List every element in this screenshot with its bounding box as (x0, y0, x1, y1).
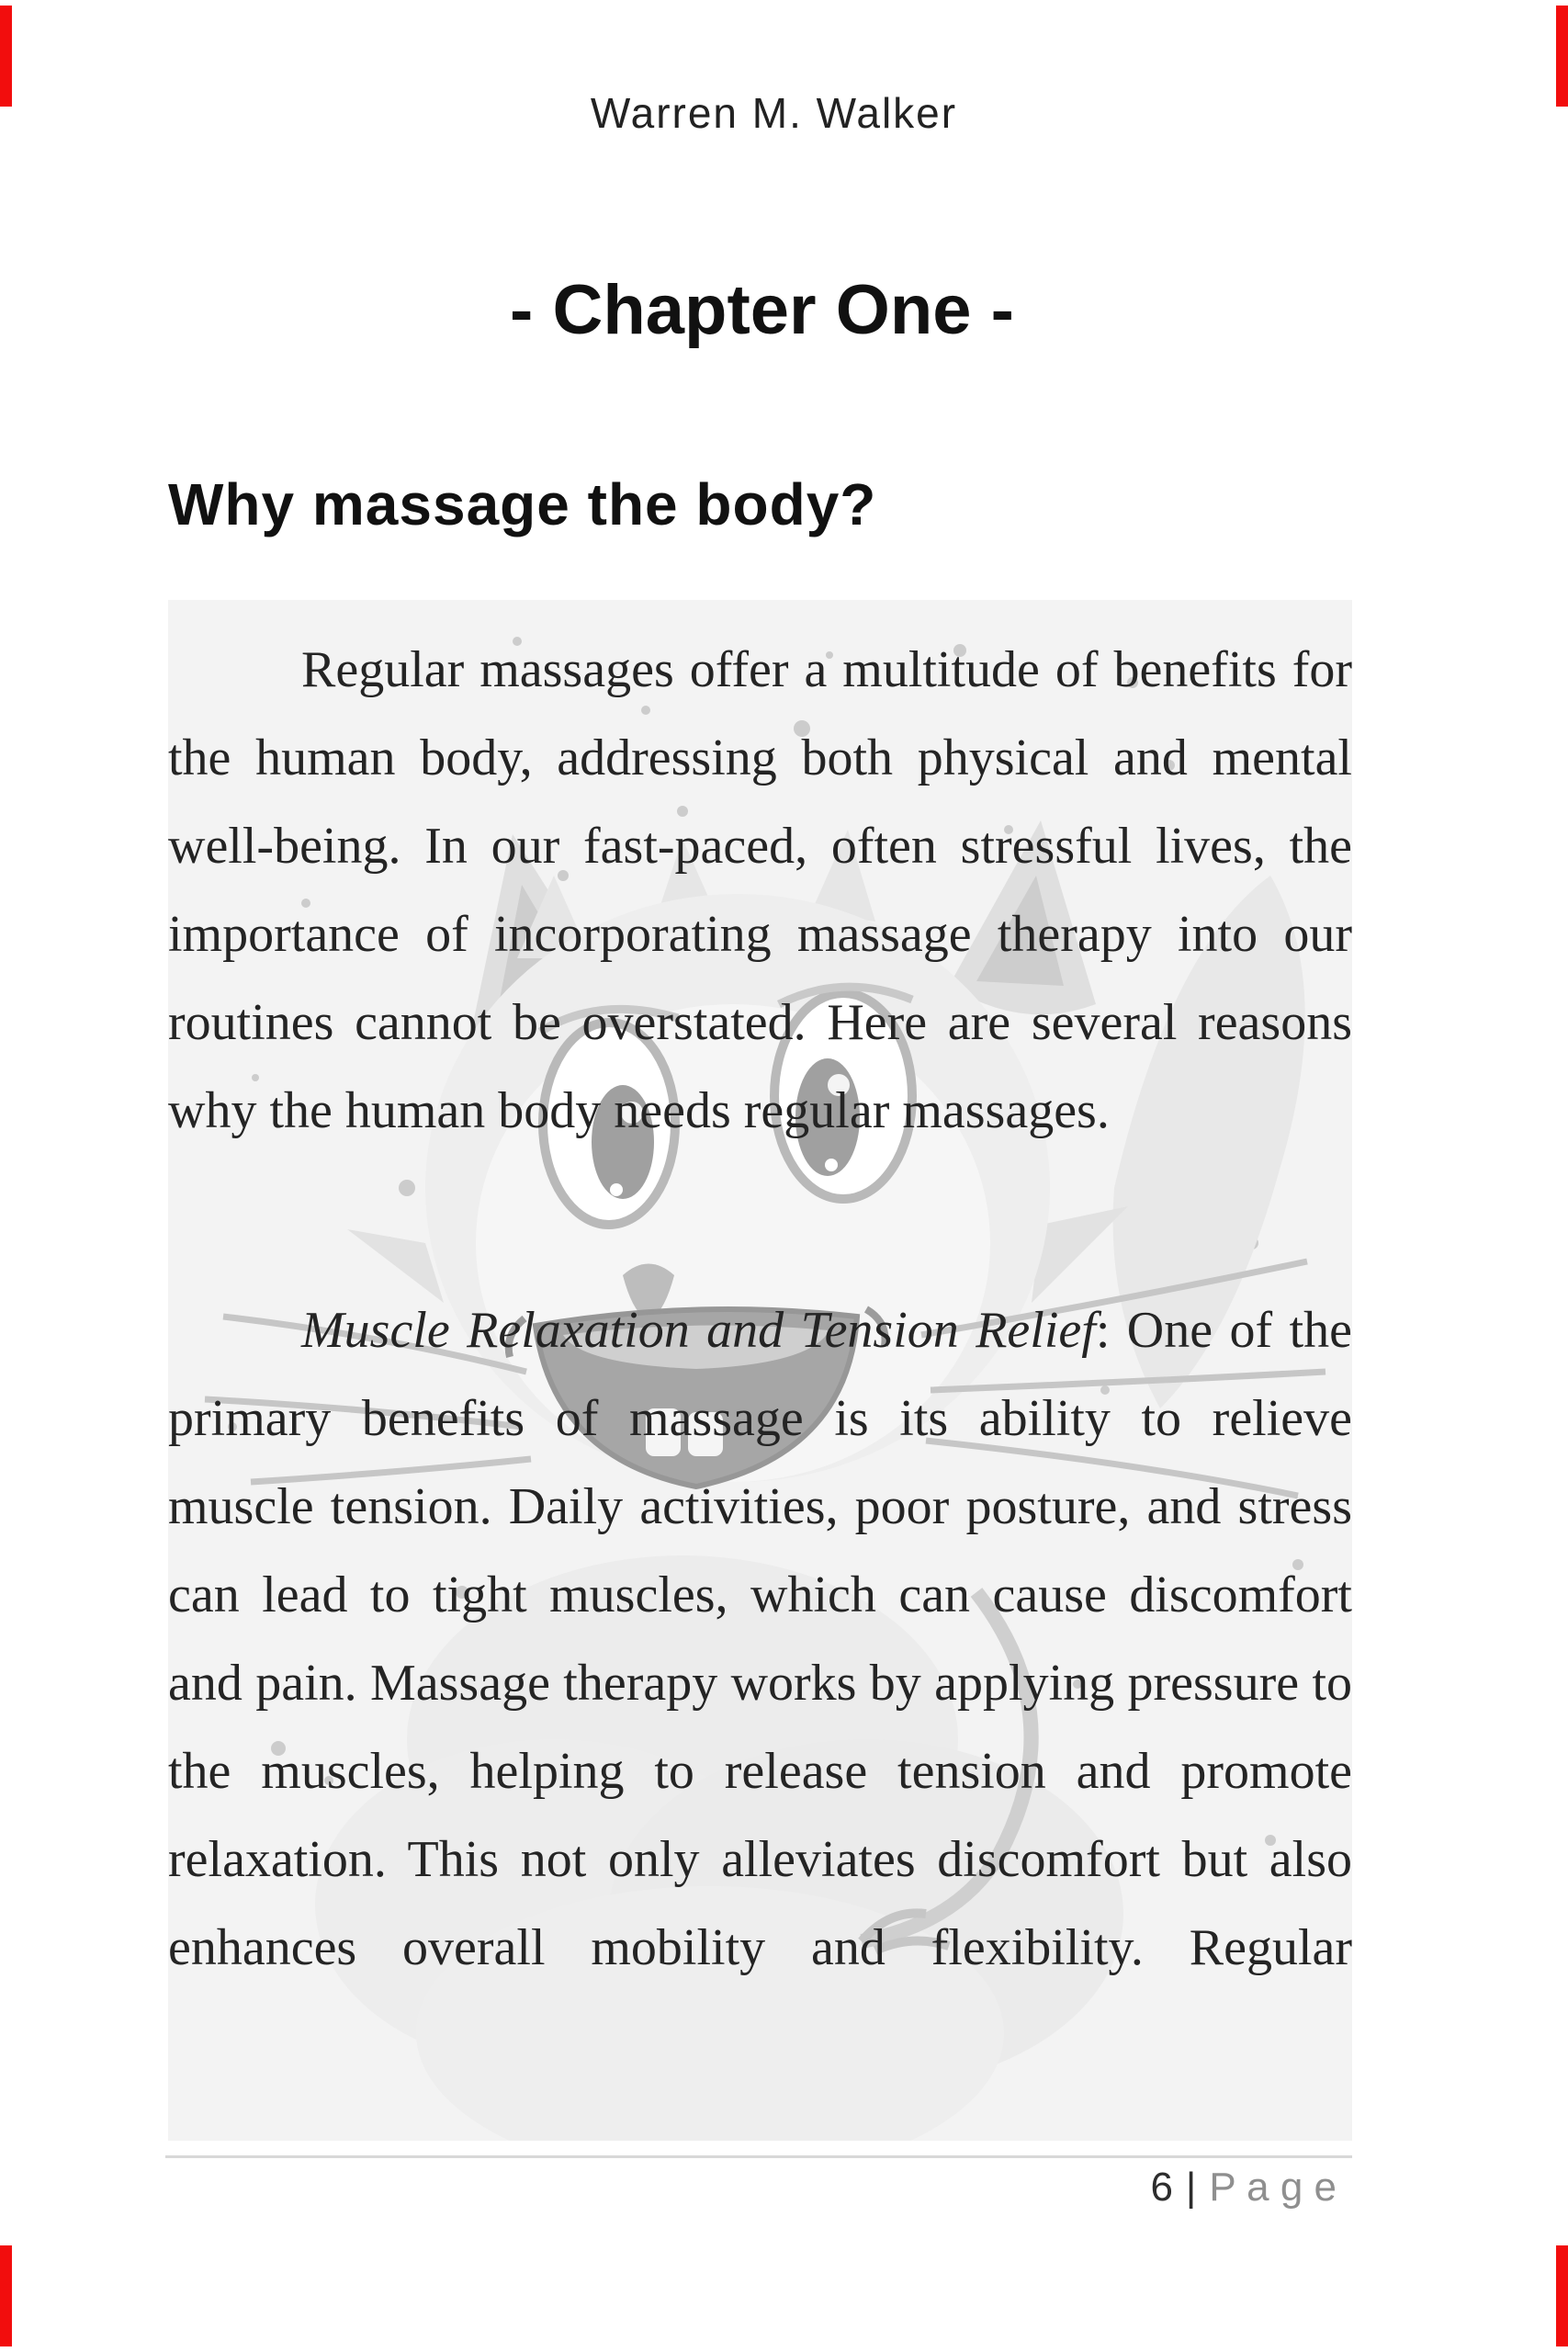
page-footer (0, 2165, 1337, 2211)
red-marker-bottom-right (1556, 2245, 1568, 2346)
footer-rule (165, 2155, 1352, 2158)
page-number: 6 (1150, 2165, 1173, 2210)
red-marker-bottom-left (0, 2245, 12, 2346)
body-text (168, 600, 1352, 1992)
paragraph-2-text: : One of the primary benefits of massage is its ability to relieve muscle tension. Daily activities, poor posture, and stress can lead to tight muscles, which can cause discomfort and pain. Massage therapy works by applying pressure to the muscles, helping to release tension and promote relaxation. This not only alleviates discomfort but also enhances overall mobility and flexibility. Regular (168, 1302, 1353, 1976)
paragraph-1 (168, 600, 1352, 1155)
page-header-author: Warren M. Walker (590, 89, 958, 137)
chapter-title: - Chapter One - (510, 271, 1014, 349)
footer-separator: | (1185, 2165, 1197, 2210)
paragraph-1-text: Regular massages offer a multitude of benefits for the human body, addressing both physical and mental well-being. In our fast-paced, often stressful lives, the importance of incorporating massage therapy into our routines cannot be overstated. Here are several reasons why the human body needs regular massages. (168, 641, 1352, 1139)
paragraph-2-lead: Muscle Relaxation and Tension Relief (301, 1302, 1096, 1359)
section-heading: Why massage the body? (168, 471, 877, 537)
paragraph-2 (168, 1286, 1352, 1992)
footer-page-label: P a g e (1209, 2165, 1337, 2210)
